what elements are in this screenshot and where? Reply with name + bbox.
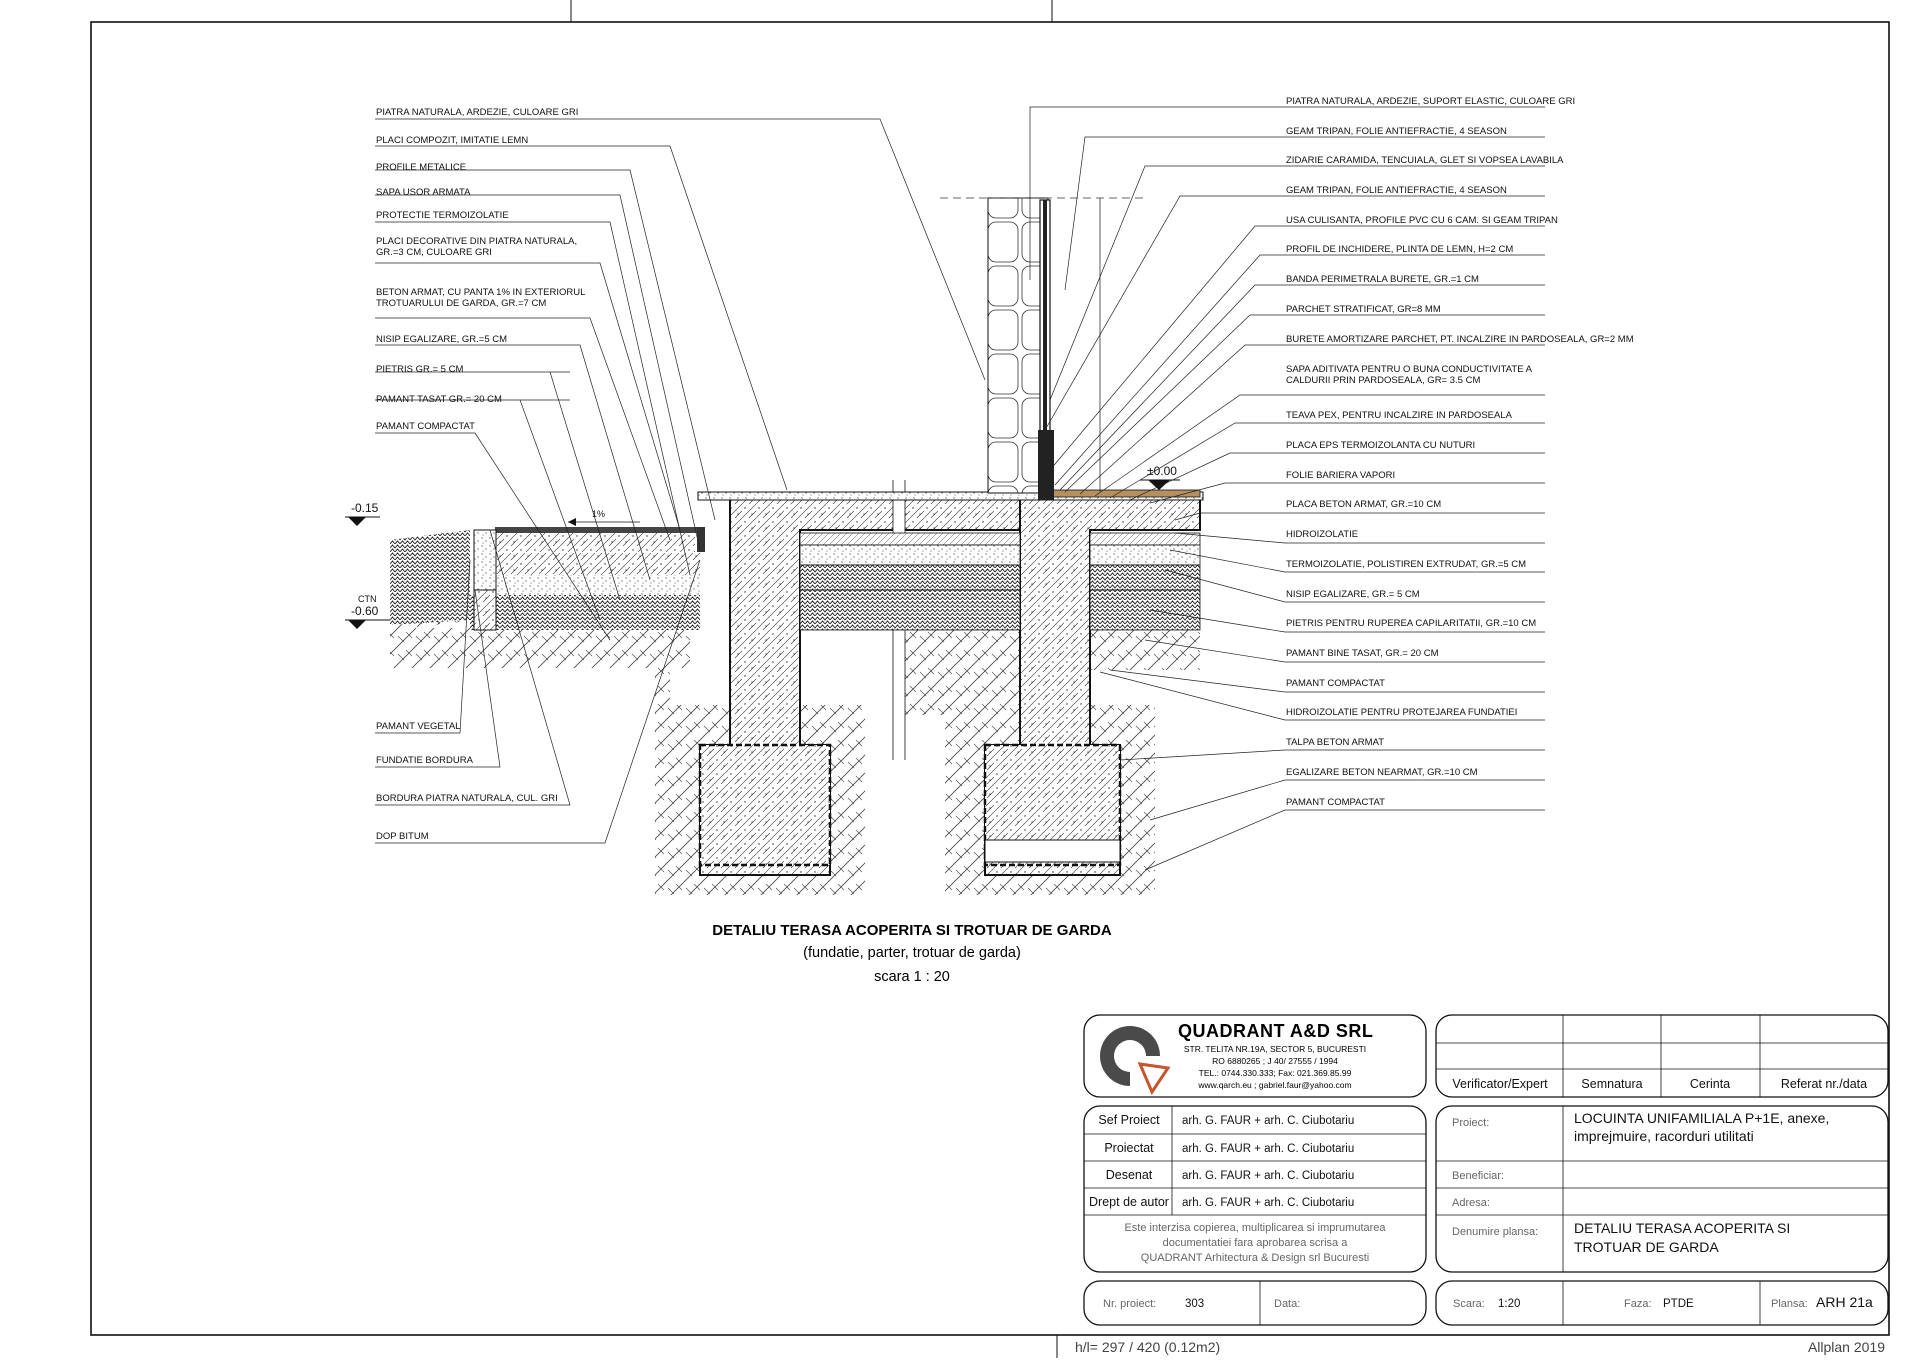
right-label-1: PIATRA NATURALA, ARDEZIE, SUPORT ELASTIC, CULOARE GRI (1286, 96, 1576, 107)
company-tel: TEL.: 0744.330.333; Fax: 021.369.85.99 (1198, 1068, 1352, 1078)
left-label-5: PROTECTIE TERMOIZOLATIE (376, 210, 509, 221)
drawing-title: DETALIU TERASA ACOPERITA SI TROTUAR DE GARDA (712, 922, 1112, 939)
scara-label: Scara: (1453, 1298, 1485, 1310)
left-label-6b: GR.=3 CM, CULOARE GRI (376, 247, 492, 258)
faza-label: Faza: (1624, 1298, 1652, 1310)
role-name-2: arh. G. FAUR + arh. C. Ciubotariu (1182, 1143, 1355, 1155)
right-label-15: HIDROIZOLATIE (1286, 529, 1359, 540)
left-label-2: PLACI COMPOZIT, IMITATIE LEMN (376, 135, 529, 146)
right-label-2: GEAM TRIPAN, FOLIE ANTIEFRACTIE, 4 SEASON (1286, 126, 1507, 137)
right-label-13: FOLIE BARIERA VAPORI (1286, 470, 1396, 481)
slope-label: 1% (592, 509, 606, 519)
beneficiar-label: Beneficiar: (1452, 1170, 1504, 1182)
right-label-20: PAMANT COMPACTAT (1286, 678, 1385, 689)
right-label-23: EGALIZARE BETON NEARMAT, GR.=10 CM (1286, 767, 1478, 778)
data-label: Data: (1274, 1298, 1301, 1310)
right-label-3: ZIDARIE CARAMIDA, TENCUIALA, GLET SI VOPSEA LAVABILA (1286, 155, 1564, 166)
right-label-18: PIETRIS PENTRU RUPEREA CAPILARITATII, GR.=10 CM (1286, 618, 1537, 629)
sheet-format: h/l= 297 / 420 (0.12m2) (1075, 1339, 1221, 1355)
denumire-line-1: DETALIU TERASA ACOPERITA SI (1574, 1220, 1791, 1236)
proiect-line-2: imprejmuire, racorduri utilitati (1574, 1128, 1754, 1144)
right-label-16: TERMOIZOLATIE, POLISTIREN EXTRUDAT, GR.=5 CM (1286, 559, 1527, 570)
left-label-4: SAPA USOR ARMATA (376, 187, 471, 198)
company-name: QUADRANT A&D SRL (1178, 1021, 1374, 1041)
cerinta-label: Cerinta (1689, 1077, 1731, 1091)
drawing-subtitle: (fundatie, parter, trotuar de garda) (803, 945, 1021, 961)
level-060-label: -0.60 (351, 604, 379, 618)
right-label-10a: SAPA ADITIVATA PENTRU O BUNA CONDUCTIVITATE A (1286, 364, 1532, 375)
company-reg: RO 6880265 ; J 40/ 27555 / 1994 (1212, 1056, 1338, 1066)
left-label-11: PAMANT COMPACTAT (376, 421, 475, 432)
scara-value: 1:20 (1498, 1298, 1521, 1310)
right-label-17: NISIP EGALIZARE, GR.= 5 CM (1286, 589, 1420, 600)
semnatura-label: Semnatura (1581, 1077, 1643, 1091)
right-label-6: PROFIL DE INCHIDERE, PLINTA DE LEMN, H=2 CM (1286, 244, 1514, 255)
role-name-1: arh. G. FAUR + arh. C. Ciubotariu (1182, 1115, 1355, 1127)
right-label-5: USA CULISANTA, PROFILE PVC CU 6 CAM. SI GEAM TRIPAN (1286, 215, 1558, 226)
right-label-21: HIDROIZOLATIE PENTRU PROTEJAREA FUNDATIEI (1286, 707, 1518, 718)
left-label-12: PAMANT VEGETAL (376, 721, 461, 732)
nr-proiect-label: Nr. proiect: (1103, 1298, 1157, 1310)
right-label-14: PLACA BETON ARMAT, GR.=10 CM (1286, 499, 1442, 510)
copyright-line-3: QUADRANT Arhitectura & Design srl Bucuresti (1140, 1252, 1370, 1264)
copyright-line-1: Este interzisa copierea, multiplicarea si imprumutarea (1124, 1222, 1386, 1234)
adresa-label: Adresa: (1452, 1197, 1490, 1209)
right-label-7: BANDA PERIMETRALA BURETE, GR.=1 CM (1286, 274, 1479, 285)
role-label-1: Sef Proiect (1098, 1113, 1160, 1127)
left-label-10: PAMANT TASAT GR.= 20 CM (376, 394, 502, 405)
left-label-7a: BETON ARMAT, CU PANTA 1% IN EXTERIORUL (376, 287, 586, 298)
role-label-3: Desenat (1105, 1168, 1153, 1182)
left-label-14: BORDURA PIATRA NATURALA, CUL. GRI (376, 793, 558, 804)
role-label-4: Drept de autor (1089, 1195, 1169, 1209)
role-name-3: arh. G. FAUR + arh. C. Ciubotariu (1182, 1170, 1355, 1182)
proiect-line-1: LOCUINTA UNIFAMILIALA P+1E, anexe, (1574, 1110, 1830, 1126)
referat-label: Referat nr./data (1780, 1077, 1868, 1091)
right-label-12: PLACA EPS TERMOIZOLANTA CU NUTURI (1286, 440, 1476, 451)
right-label-10b: CALDURII PRIN PARDOSEALA, GR= 3.5 CM (1286, 375, 1481, 386)
left-label-15: DOP BITUM (376, 831, 429, 842)
right-label-24: PAMANT COMPACTAT (1286, 797, 1385, 808)
left-label-9: PIETRIS GR.= 5 CM (376, 364, 464, 375)
right-labels (1286, 96, 1634, 808)
title-block (1084, 1015, 1888, 1325)
level-0-label: ±0.00 (1147, 464, 1177, 478)
left-label-3: PROFILE METALICE (376, 162, 467, 173)
company-address: STR. TELITA NR.19A, SECTOR 5, BUCURESTI (1183, 1044, 1367, 1054)
left-label-8: NISIP EGALIZARE, GR.=5 CM (376, 334, 508, 345)
plansa-value: ARH 21a (1816, 1294, 1873, 1310)
left-label-6a: PLACI DECORATIVE DIN PIATRA NATURALA, (376, 236, 578, 247)
left-label-1: PIATRA NATURALA, ARDEZIE, CULOARE GRI (376, 107, 579, 118)
copyright-line-2: documentatiei fara aprobarea scrisa a (1162, 1237, 1348, 1249)
company-web: www.qarch.eu ; gabriel.faur@yahoo.com (1198, 1080, 1352, 1090)
company-logo (1100, 1026, 1168, 1092)
role-label-2: Proiectat (1104, 1141, 1154, 1155)
sheet-software: Allplan 2019 (1807, 1339, 1885, 1355)
proiect-label: Proiect: (1452, 1117, 1490, 1129)
faza-value: PTDE (1663, 1298, 1694, 1310)
level-015-label: -0.15 (351, 501, 379, 515)
left-label-7b: TROTUARULUI DE GARDA, GR.=7 CM (376, 298, 547, 309)
role-name-4: arh. G. FAUR + arh. C. Ciubotariu (1182, 1197, 1355, 1209)
right-label-4: GEAM TRIPAN, FOLIE ANTIEFRACTIE, 4 SEASON (1286, 185, 1507, 196)
denumire-line-2: TROTUAR DE GARDA (1574, 1239, 1719, 1255)
ctn-label: CTN (358, 594, 377, 604)
plansa-label: Plansa: (1771, 1298, 1808, 1310)
right-label-19: PAMANT BINE TASAT, GR.= 20 CM (1286, 648, 1439, 659)
right-label-11: TEAVA PEX, PENTRU INCALZIRE IN PARDOSEALA (1286, 410, 1512, 421)
left-labels (376, 107, 585, 842)
denumire-label: Denumire plansa: (1452, 1226, 1539, 1238)
right-label-9: BURETE AMORTIZARE PARCHET, PT. INCALZIRE IN PARDOSEALA, GR=2 MM (1286, 334, 1634, 345)
right-label-8: PARCHET STRATIFICAT, GR=8 MM (1286, 304, 1441, 315)
nr-proiect-value: 303 (1185, 1298, 1205, 1310)
right-label-22: TALPA BETON ARMAT (1286, 737, 1385, 748)
verificator-label: Verificator/Expert (1452, 1077, 1548, 1091)
left-label-13: FUNDATIE BORDURA (376, 755, 473, 766)
drawing-scale: scara 1 : 20 (874, 969, 950, 985)
